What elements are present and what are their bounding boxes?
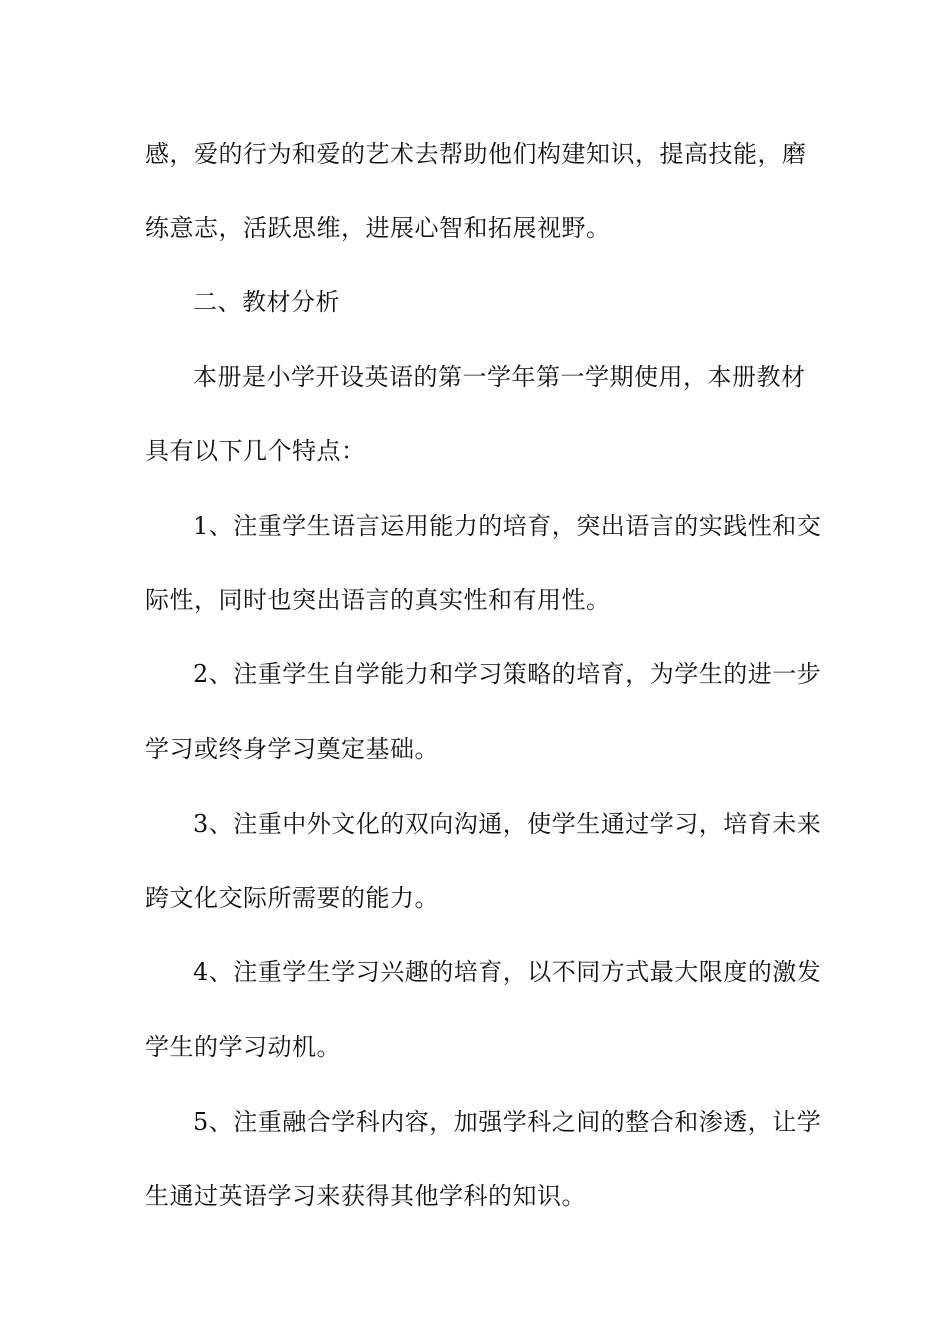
list-item-3-line: 跨文化交际所需要的能力。 (145, 884, 439, 912)
list-item-1-line: 际性，同时也突出语言的真实性和有用性。 (145, 586, 611, 614)
list-item-5-line: 5、注重融合学科内容，加强学科之间的整合和渗透，让学 (193, 1108, 822, 1136)
list-item-4-line: 4、注重学生学习兴趣的培育，以不同方式最大限度的激发 (193, 958, 822, 986)
paragraph-line: 本册是小学开设英语的第一学年第一学期使用，本册教材 (193, 363, 806, 391)
paragraph-line: 感，爱的行为和爱的艺术去帮助他们构建知识，提高技能，磨 (145, 140, 807, 168)
list-item-3-line: 3、注重中外文化的双向沟通，使学生通过学习，培育未来 (193, 810, 822, 838)
list-item-2-line: 学习或终身学习奠定基础。 (145, 735, 439, 763)
section-heading: 二、教材分析 (193, 288, 340, 316)
list-item-4-line: 学生的学习动机。 (145, 1033, 341, 1061)
list-item-2-line: 2、注重学生自学能力和学习策略的培育，为学生的进一步 (193, 660, 822, 688)
paragraph-line: 练意志，活跃思维，进展心智和拓展视野。 (145, 214, 611, 242)
list-item-1-line: 1、注重学生语言运用能力的培育，突出语言的实践性和交 (193, 512, 822, 540)
paragraph-line: 具有以下几个特点： (145, 437, 366, 465)
list-item-5-line: 生通过英语学习来获得其他学科的知识。 (145, 1182, 586, 1210)
